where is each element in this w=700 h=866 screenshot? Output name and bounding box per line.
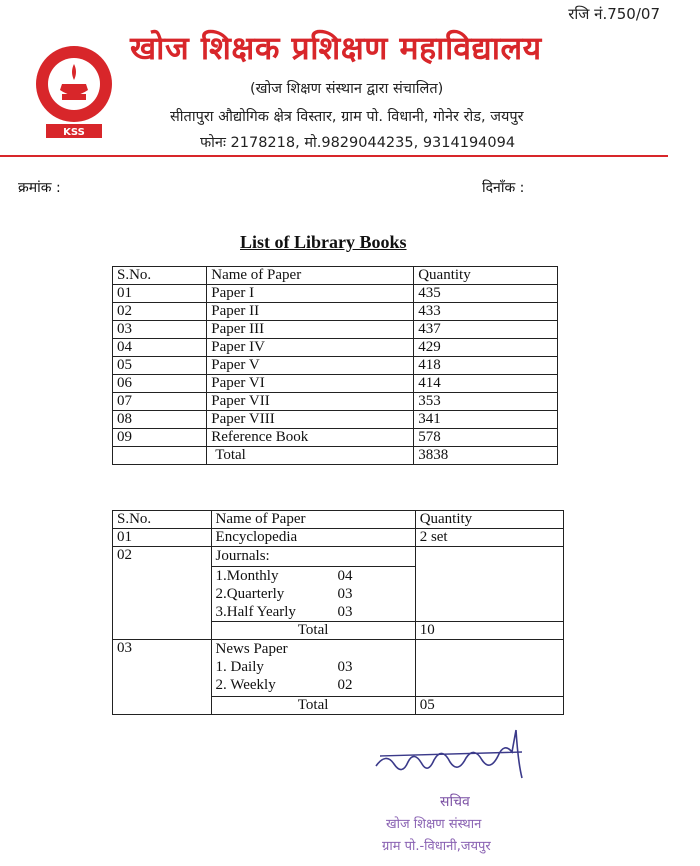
header-quantity: Quantity (415, 511, 563, 529)
cell-name: Paper I (207, 285, 414, 303)
list-item (216, 567, 411, 585)
cell-name: Paper II (207, 303, 414, 321)
newspaper-cell (211, 640, 415, 697)
item-label: 2. Weekly (215, 677, 276, 693)
item-label: 2.Quarterly (215, 586, 285, 602)
periodicals-table (112, 510, 564, 715)
total-label: Total (211, 622, 415, 640)
total-label: Total (207, 447, 414, 465)
reference-number-label: क्रमांक : (18, 180, 61, 196)
table-total-row (113, 447, 558, 465)
cell-name: Paper V (207, 357, 414, 375)
list-item (216, 676, 411, 694)
cell-quantity: 2 set (415, 529, 563, 547)
header-quantity: Quantity (414, 267, 558, 285)
date-label: दिनाँक : (482, 180, 525, 196)
table-row (113, 339, 558, 357)
cell-sno: 03 (113, 640, 212, 715)
table-row (113, 375, 558, 393)
phone-numbers: फोनः 2178218, मो.9829044235, 9314194094 (200, 135, 516, 151)
table-row (113, 640, 564, 697)
address: सीतापुरा औद्योगिक क्षेत्र विस्तार, ग्राम पो. विधानी, गोनेर रोड, जयपुर (170, 109, 524, 125)
cell-quantity: 353 (414, 393, 558, 411)
list-item (216, 603, 411, 621)
document-title: List of Library Books (240, 232, 407, 252)
cell-quantity: 437 (414, 321, 558, 339)
cell-sno: 01 (113, 285, 207, 303)
designation-secretary: सचिव (440, 794, 470, 810)
institution-name: खोज शिक्षक प्रशिक्षण महाविद्यालय (130, 29, 542, 67)
cell-sno: 07 (113, 393, 207, 411)
institution-logo (32, 40, 116, 140)
item-label: 1.Monthly (215, 568, 279, 584)
cell-sno: 04 (113, 339, 207, 357)
item-value: 03 (337, 604, 353, 620)
cell-sno: 09 (113, 429, 207, 447)
table-header-row (113, 511, 564, 529)
table-row (113, 321, 558, 339)
newspaper-list (216, 658, 411, 694)
cell-quantity: 418 (414, 357, 558, 375)
cell-name: Paper IV (207, 339, 414, 357)
cell-quantity: 429 (414, 339, 558, 357)
cell-quantity: 435 (414, 285, 558, 303)
stamp-line-2: ग्राम पो.-विधानी,जयपुर (382, 839, 491, 854)
table-row (113, 411, 558, 429)
cell-quantity: 414 (414, 375, 558, 393)
cell-sno: 03 (113, 321, 207, 339)
cell-quantity-empty (415, 640, 563, 697)
cell-name: Paper VI (207, 375, 414, 393)
item-label: 1. Daily (215, 659, 264, 675)
cell-name: Reference Book (207, 429, 414, 447)
table-row (113, 357, 558, 375)
item-value: 03 (337, 586, 353, 602)
item-value: 02 (337, 677, 353, 693)
total-value: 05 (415, 697, 563, 715)
cell-name: Paper VIII (207, 411, 414, 429)
cell-empty (113, 447, 207, 465)
cell-sno: 08 (113, 411, 207, 429)
cell-sno: 02 (113, 547, 212, 640)
cell-sno: 01 (113, 529, 212, 547)
table-row (113, 429, 558, 447)
list-item (216, 585, 411, 603)
total-value: 3838 (414, 447, 558, 465)
cell-sno: 05 (113, 357, 207, 375)
journals-list (216, 567, 411, 621)
cell-name: Paper VII (207, 393, 414, 411)
journals-heading: Journals: (215, 548, 270, 564)
total-label: Total (211, 697, 415, 715)
item-label: 3.Half Yearly (215, 604, 296, 620)
cell-name: Encyclopedia (211, 529, 415, 547)
registration-number: रजि नं.750/07 (568, 5, 660, 23)
header-divider (0, 155, 668, 157)
table-header-row (113, 267, 558, 285)
header-sno: S.No. (113, 267, 207, 285)
cell-sno: 02 (113, 303, 207, 321)
cell-quantity-empty (415, 547, 563, 622)
stamp-line-1: खोज शिक्षण संस्थान (386, 817, 482, 832)
cell-name: Paper III (207, 321, 414, 339)
cell-quantity: 341 (414, 411, 558, 429)
cell-quantity: 433 (414, 303, 558, 321)
library-books-table (112, 266, 558, 465)
table-row (113, 393, 558, 411)
table-row (113, 547, 564, 622)
header-sno: S.No. (113, 511, 212, 529)
list-item (216, 658, 411, 676)
newspaper-heading: News Paper (215, 641, 288, 657)
table-row (113, 285, 558, 303)
journals-items (212, 566, 415, 621)
item-value: 04 (337, 568, 353, 584)
logo-abbr: KSS (63, 127, 85, 138)
handwritten-signature (372, 722, 532, 792)
table-row (113, 529, 564, 547)
journals-cell (211, 547, 415, 622)
cell-quantity: 578 (414, 429, 558, 447)
item-value: 03 (337, 659, 353, 675)
header-name: Name of Paper (207, 267, 414, 285)
table-row (113, 303, 558, 321)
operated-by: (खोज शिक्षण संस्थान द्वारा संचालित) (250, 81, 444, 97)
header-name: Name of Paper (211, 511, 415, 529)
cell-sno: 06 (113, 375, 207, 393)
total-value: 10 (415, 622, 563, 640)
